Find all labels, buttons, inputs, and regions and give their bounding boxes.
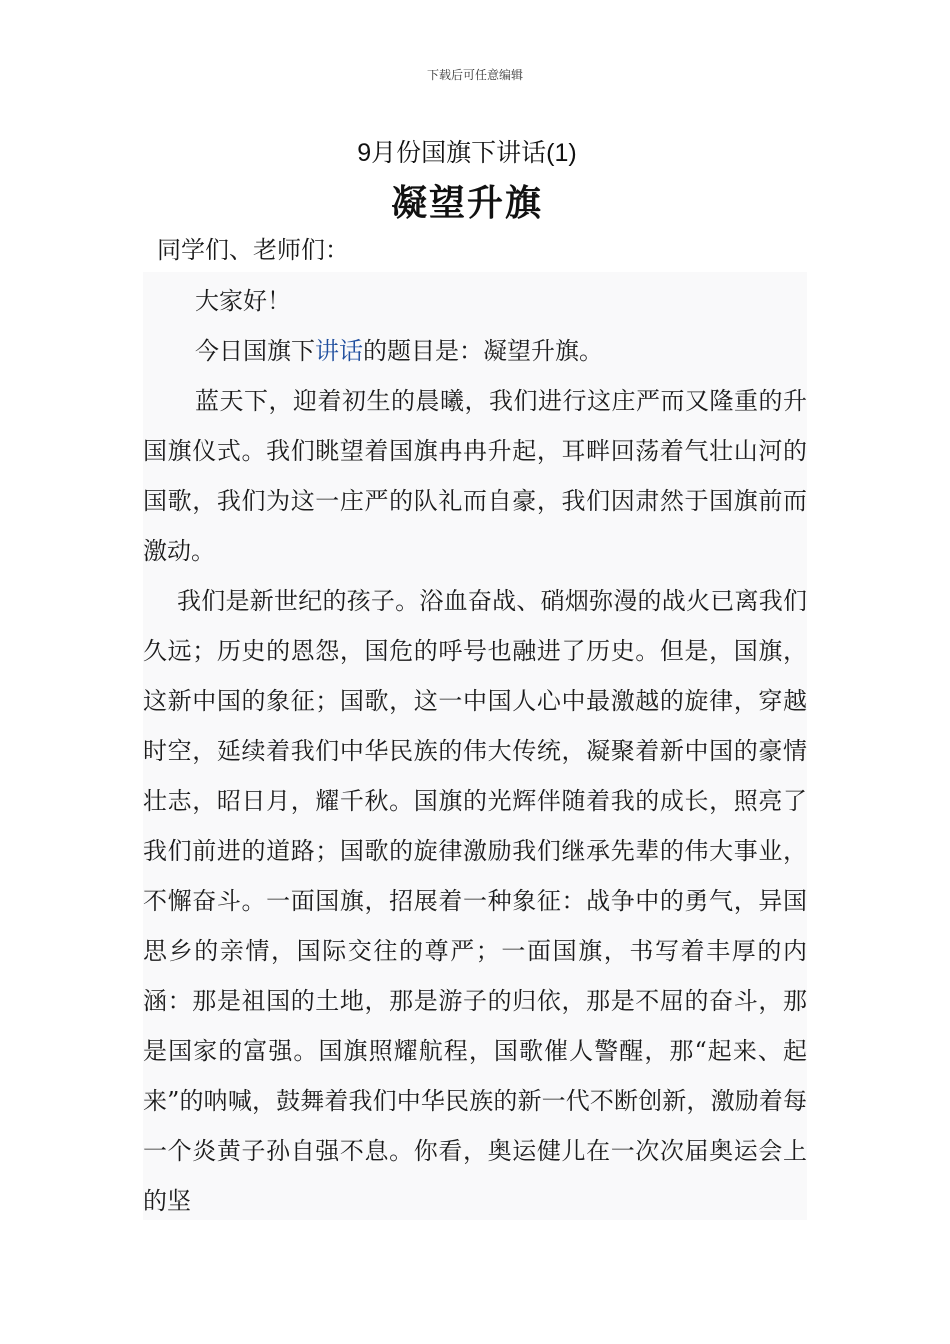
speech-subtitle: 9月份国旗下讲话(1) xyxy=(357,139,577,167)
greeting: 大家好！ xyxy=(195,287,291,315)
paragraph-2: 我们是新世纪的孩子。浴血奋战、硝烟弥漫的战火已离我们久远；历史的恩怨，国危的呼号也融进了历史。但是，国旗，这新中国的象征；国歌，这一中国人心中最激越的旋律，穿越时空，延续着我们中华民族的伟大传统，凝聚着新中国的豪情壮志，昭日月，耀千秋。国旗的光辉伴随着我的成长，照亮了我们前进的道路；国歌的旋律激励我们继承先辈的伟大事业，不懈奋斗。一面国旗，招展着一种象征：战争中的勇气，异国思乡的亲情，国际交往的尊严；一面国旗，书写着丰厚的内涵：那是祖国的土地，那是游子的归依，那是不屈的奋斗，那是国家的富强。国旗照耀航程，国歌催人警醒，那“起来、起来”的呐喊，鼓舞着我们中华民族的新一代不断创新，激励着每一个炎黄子孙自强不息。你看，奥运健儿在一次次届奥运会上的坚 xyxy=(143,587,807,1215)
header-note: 下载后可任意编辑 xyxy=(426,68,523,82)
speech-title: 凝望升旗 xyxy=(390,182,543,224)
paragraph-1: 蓝天下，迎着初生的晨曦，我们进行这庄严而又隆重的升国旗仪式。我们眺望着国旗冉冉升起，耳畔回荡着气壮山河的国歌，我们为这一庄严的队礼而自豪，我们因肃然于国旗前而激动。 xyxy=(143,387,807,565)
topic-before: 今日国旗下 xyxy=(195,337,315,365)
topic-line xyxy=(143,326,807,376)
topic-after: 的题目是：凝望升旗。 xyxy=(363,337,603,365)
salutation: 同学们、老师们： xyxy=(157,236,349,264)
topic-highlight-link[interactable]: 讲话 xyxy=(315,337,363,365)
speech-body xyxy=(143,272,807,1220)
